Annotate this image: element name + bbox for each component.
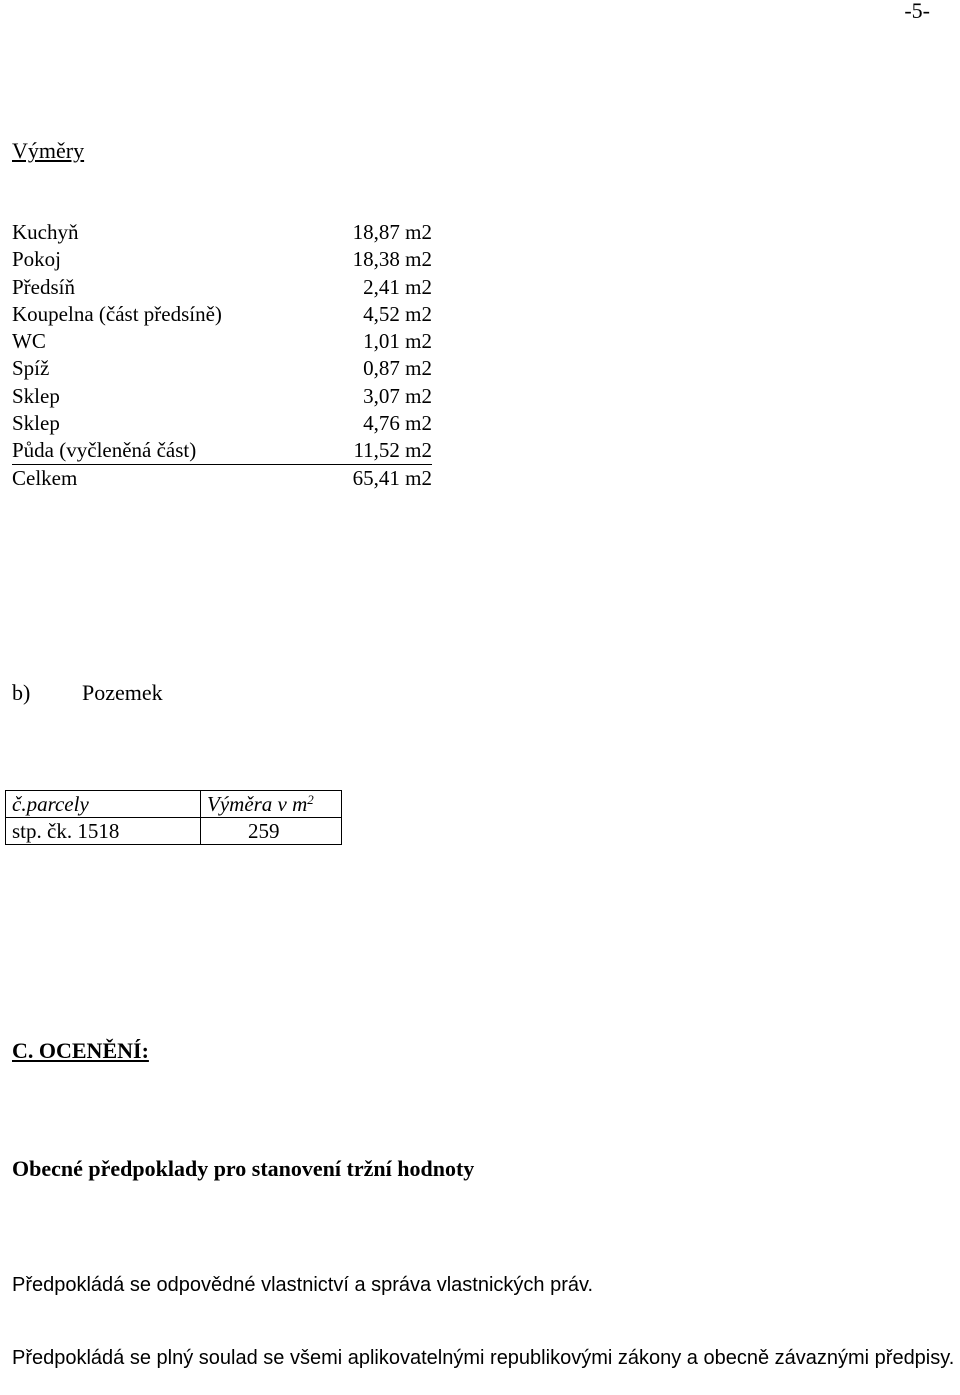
obecne-heading: Obecné předpoklady pro stanovení tržní hodnoty xyxy=(12,1156,475,1181)
paragraph-compliance: Předpokládá se plný soulad se všemi aplikovatelnými republikovými zákony a obecně závaznými předpisy. xyxy=(12,1347,955,1369)
area-value: 4,52 m2 xyxy=(363,301,432,326)
parcel-header-area-sup: 2 xyxy=(307,792,314,807)
pozemek-title: Pozemek xyxy=(82,680,163,705)
area-label: Pokoj xyxy=(12,247,62,272)
area-label: Sklep xyxy=(12,383,60,408)
area-value: 3,07 m2 xyxy=(363,383,432,408)
area-row xyxy=(12,437,432,464)
area-value: 11,52 m2 xyxy=(353,438,432,463)
parcel-number: stp. čk. 1518 xyxy=(6,818,201,845)
area-value: 0,87 m2 xyxy=(363,356,432,381)
area-list xyxy=(12,219,432,492)
area-row xyxy=(12,383,432,410)
area-row xyxy=(12,355,432,382)
area-label: Kuchyň xyxy=(12,220,79,244)
area-label: Sklep xyxy=(12,411,60,436)
area-value: 4,76 m2 xyxy=(363,411,432,436)
area-value: 18,38 m2 xyxy=(352,247,432,272)
area-row xyxy=(12,301,432,328)
area-total-value: 65,41 m2 xyxy=(352,465,432,490)
area-label: WC xyxy=(12,329,46,354)
area-label: Předsíň xyxy=(12,274,75,299)
parcel-header-area-text: Výměra v m xyxy=(207,792,308,816)
area-row xyxy=(12,410,432,437)
pozemek-marker: b) xyxy=(12,680,31,705)
paragraph-ownership: Předpokládá se odpovědné vlastnictví a správa vlastnických práv. xyxy=(12,1274,594,1296)
area-row xyxy=(12,219,432,246)
area-value: 2,41 m2 xyxy=(363,274,432,299)
oceneni-heading: C. OCENĚNÍ: xyxy=(12,1038,149,1063)
area-label: Spíž xyxy=(12,356,50,381)
area-row xyxy=(12,274,432,301)
area-value: 18,87 m2 xyxy=(352,220,432,244)
parcel-table-row xyxy=(6,818,342,845)
area-label: Půda (vyčleněná část) xyxy=(12,438,197,463)
page-number: -5- xyxy=(904,0,930,23)
parcel-header-number: č.parcely xyxy=(6,791,201,818)
parcel-header-area xyxy=(201,791,342,818)
area-total-row xyxy=(12,465,432,492)
section-title: Výměry xyxy=(12,138,85,163)
area-value: 1,01 m2 xyxy=(363,329,432,354)
area-label: Koupelna (část předsíně) xyxy=(12,301,222,326)
parcel-table xyxy=(5,790,342,845)
parcel-area: 259 xyxy=(201,818,342,845)
area-total-label: Celkem xyxy=(12,465,78,490)
area-row xyxy=(12,246,432,273)
parcel-table-header xyxy=(6,791,342,818)
area-row xyxy=(12,328,432,355)
